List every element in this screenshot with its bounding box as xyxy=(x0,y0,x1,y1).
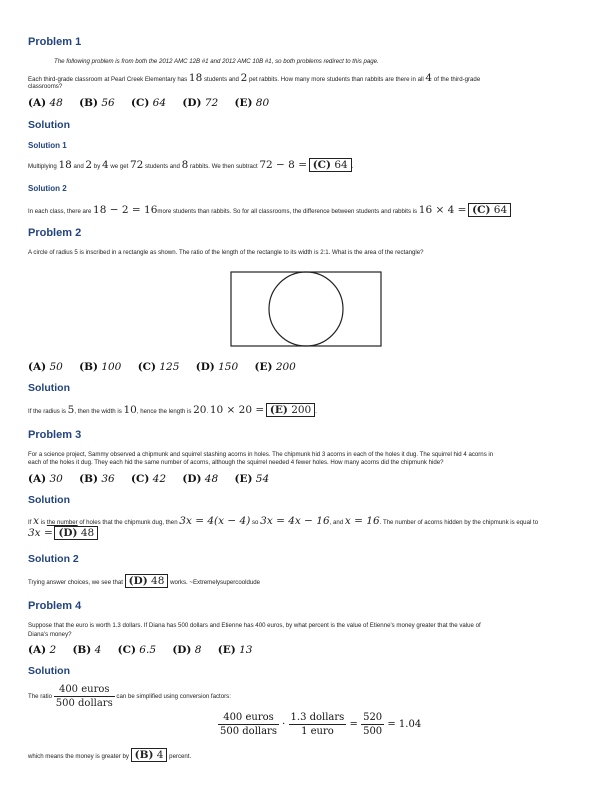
choice: (B) 56 xyxy=(79,97,115,109)
problem-4-choices xyxy=(28,644,265,656)
answer-box: (D) 48 xyxy=(125,574,169,588)
choice: (D) 72 xyxy=(182,97,219,109)
answer-box: (C) 64 xyxy=(468,203,511,217)
inscribed-circle xyxy=(269,272,343,346)
problem-1-choices xyxy=(28,97,282,109)
choice: (B) 4 xyxy=(72,644,102,656)
problem-1-title: Problem 1 xyxy=(28,36,82,48)
fraction-ratio: $\frac{\text{400 euros}}{\text{500 dollars}}$ xyxy=(55,684,113,709)
choice: (C) 125 xyxy=(137,361,180,373)
problem-3-choices xyxy=(28,473,282,485)
answer-box: (B) 4 xyxy=(131,748,168,762)
answer-box: (E) 200 xyxy=(266,403,315,417)
problem-2-question: A circle of radius 5 is inscribed in a rectangle as shown. The ratio of the length of the rectangle to its width is 2:1. What is the area of the rectangle? xyxy=(28,249,424,256)
problem-1-question-cont: classrooms? xyxy=(28,83,63,90)
problem-3-solution-heading: Solution xyxy=(28,494,70,506)
fraction-euros-dollars: $\frac{\text{400 euros}}{\text{500 dollars}}$ xyxy=(220,712,277,737)
problem-3-solution-text-cont: 3x = (D) 48 xyxy=(28,527,98,539)
problem-1-solution-1-text: Multiplying 18 and 2 by 4 we get 72 students and 8 rabbits. We then subtract 72 − 8 = (C) 64 . xyxy=(28,159,354,171)
choice: (B) 100 xyxy=(79,361,122,373)
problem-2-solution-text: If the radius is 5, then the width is 10, hence the length is 20. 10 × 20 = (E) 200 . xyxy=(28,404,317,416)
choice: (C) 64 xyxy=(131,97,167,109)
fraction-conversion: $\frac{\text{1.3 dollars}}{\text{1 euro}}$ xyxy=(290,712,345,737)
choice: (E) 200 xyxy=(254,361,296,373)
choice: (D) 8 xyxy=(172,644,202,656)
problem-1-solution-1-title: Solution 1 xyxy=(28,141,67,150)
problem-4-solution-heading: Solution xyxy=(28,665,70,677)
problem-4-question-line-1: Suppose that the euro is worth 1.3 dollars. If Diana has 500 dollars and Etienne has 400 euros, by what percent is the value of Etienne's money greater that the value of xyxy=(28,622,481,629)
answer-box: (D) 48 xyxy=(54,526,98,540)
problem-4-solution-ratio-line: The ratio $\frac{\text{400 euros}}{\text{500 dollars}}$ can be simplified using conversion factors: xyxy=(28,684,231,709)
choice: (A) 50 xyxy=(28,361,63,373)
problem-2-title: Problem 2 xyxy=(28,227,82,239)
problem-3-question-line-2: each of the holes it dug. They each hid the same number of acorns, although the squirrel needed 4 fewer holes. How many acorns did the chipmunk hide? xyxy=(28,459,444,466)
problem-4-solution-conclusion: which means the money is greater by (B) 4 percent. xyxy=(28,749,192,761)
rectangle-circle-figure xyxy=(230,271,382,347)
problem-1-note: The following problem is from both the 2012 AMC 12B #1 and 2012 AMC 10B #1, so both problems redirect to this page. xyxy=(54,58,379,65)
choice: (C) 6.5 xyxy=(117,644,156,656)
problem-4-title: Problem 4 xyxy=(28,600,82,612)
choice: (D) 150 xyxy=(195,361,239,373)
conversion-equation: $\frac{\text{400 euros}}{\text{500 dollars}}$ · $\frac{\text{1.3 dollars}}{\text{1 euro}}$ = $\frac{520}{500}$ = 1.04 xyxy=(220,712,422,737)
choice: (E) 13 xyxy=(217,644,253,656)
choice: (E) 80 xyxy=(234,97,270,109)
choice: (D) 48 xyxy=(182,473,219,485)
problem-2-solution-heading: Solution xyxy=(28,382,70,394)
answer-box: (C) 64 xyxy=(309,158,352,172)
fraction-520-500: $\frac{520}{500}$ xyxy=(363,712,383,737)
problem-1-solution-heading: Solution xyxy=(28,119,70,131)
choice: (B) 36 xyxy=(79,473,115,485)
problem-3-solution-text: If x is the number of holes that the chipmunk dug, then 3x = 4(x − 4) so 3x = 4x − 16, and x = 16. The number of acorns hidden by the chipmunk is equal to xyxy=(28,515,539,527)
problem-2-choices xyxy=(28,361,309,373)
choice: (A) 48 xyxy=(28,97,63,109)
choice: (E) 54 xyxy=(234,473,270,485)
choice: (C) 42 xyxy=(131,473,167,485)
rectangle xyxy=(231,272,381,346)
the-number-link[interactable]: the number xyxy=(46,519,78,526)
problem-3-title: Problem 3 xyxy=(28,429,82,441)
problem-1-solution-2-text: In each class, there are 18 − 2 = 16more students than rabbits. So for all classrooms, the difference between students and rabbits is 16 × 4 = (C) 64 xyxy=(28,204,511,216)
choice: (A) 30 xyxy=(28,473,63,485)
choice: (A) 2 xyxy=(28,644,57,656)
problem-4-question-line-2: Diana's money? xyxy=(28,631,72,638)
problem-3-solution-2-title: Solution 2 xyxy=(28,553,79,565)
problem-1-question: Each third-grade classroom at Pearl Creek Elementary has 18 students and 2 pet rabbits. How many more students than rabbits are there in all 4 of the third-grade xyxy=(28,72,481,84)
problem-1-solution-2-title: Solution 2 xyxy=(28,184,67,193)
problem-3-question-line-1: For a science project, Sammy observed a chipmunk and squirrel stashing acorns in holes. The chipmunk hid 3 acorns in each of the holes it dug. The squirrel hid 4 acorns in xyxy=(28,451,494,458)
problem-3-solution-2-text: Trying answer choices, we see that (D) 48 works. ~Extremelysupercooldude xyxy=(28,575,261,587)
